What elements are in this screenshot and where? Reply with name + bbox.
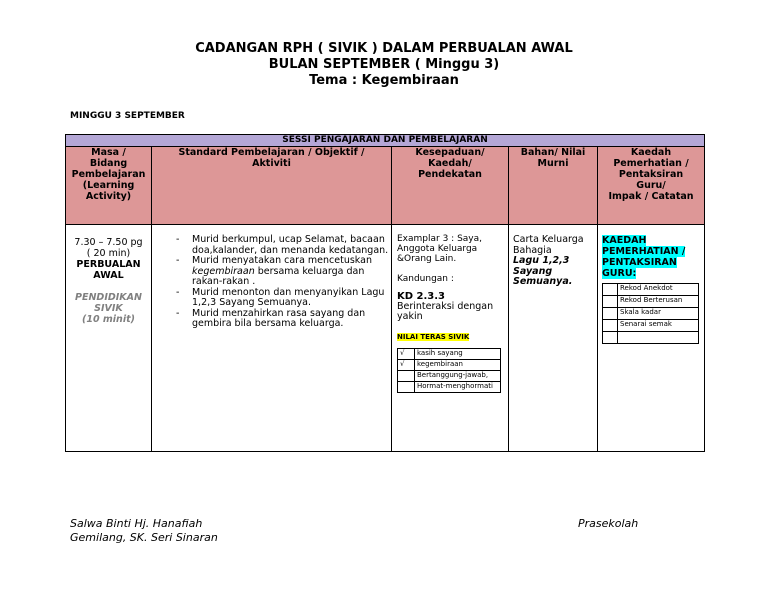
subject-line-3: (10 minit) (82, 314, 135, 325)
kaedah-label: Senarai semak (618, 320, 699, 332)
cell-kaedah (598, 225, 705, 452)
activity-item: - Murid menyatakan cara mencetuskan kegembiraan bersama keluarga dan rakan-rakan . (176, 256, 391, 288)
title-line-1: CADANGAN RPH ( SIVIK ) DALAM PERBUALAN AWAL (195, 41, 573, 56)
kaedah-row (603, 332, 699, 344)
check-mark-icon: √ (398, 349, 415, 360)
activity-line-2: AWAL (93, 270, 124, 281)
col-header-bahan: Bahan/ Nilai Murni (509, 147, 598, 225)
activity-line-1: PERBUALAN (76, 259, 141, 270)
kaedah-table (602, 283, 699, 344)
nilai-label: Bertanggung-jawab, (415, 371, 501, 382)
cell-kesepaduan (392, 225, 509, 452)
col-header-kaedah: Kaedah Pemerhatian / Pentaksiran Guru/ Impak / Catatan (598, 147, 705, 225)
kaedah-label: Rekod Berterusan (618, 296, 699, 308)
exemplar-text: Examplar 3 : Saya, Anggota Keluarga &Orang Lain. (397, 234, 482, 264)
kaedah-label: Skala kadar (618, 308, 699, 320)
duration: ( 20 min) (86, 248, 131, 259)
activity-item: - Murid menzahirkan rasa sayang dan gembira bila bersama keluarga. (176, 309, 391, 330)
col-header-standard: Standard Pembelajaran / Objektif / Aktiviti (152, 147, 392, 225)
lesson-plan-table (65, 134, 705, 452)
kaedah-title: KAEDAH PEMERHATIAN / PENTAKSIRAN GURU: (602, 235, 686, 279)
nilai-table (397, 348, 501, 393)
cell-bahan (509, 225, 598, 452)
nilai-label: Hormat-menghormati (415, 382, 501, 393)
nilai-row (398, 371, 501, 382)
nilai-label: kasih sayang (415, 349, 501, 360)
check-cell (398, 382, 415, 393)
kaedah-label: Rekod Anekdot (618, 284, 699, 296)
week-label: MINGGU 3 SEPTEMBER (70, 111, 185, 121)
nilai-row (398, 382, 501, 393)
kaedah-row (603, 320, 699, 332)
kaedah-row (603, 296, 699, 308)
footer-name: Salwa Binti Hj. Hanafiah (70, 517, 203, 530)
col-header-masa: Masa / Bidang Pembelajaran (Learning Activity) (66, 147, 152, 225)
kaedah-row (603, 284, 699, 296)
title-line-3: Tema : Kegembiraan (309, 73, 459, 88)
kaedah-row (603, 308, 699, 320)
kandungan-label: Kandungan : (397, 274, 454, 284)
bahan-item-1: Carta Keluarga Bahagia (513, 234, 584, 256)
section-title: SESSI PENGAJARAN DAN PEMBELAJARAN (66, 135, 705, 147)
col-header-kesepaduan: Kesepaduan/ Kaedah/ Pendekatan (392, 147, 509, 225)
kd-code: KD 2.3.3 (397, 291, 446, 302)
time: 7.30 – 7.50 pg (74, 237, 143, 248)
cell-masa (66, 225, 152, 452)
nilai-row (398, 360, 501, 371)
kd-description: Berinteraksi dengan yakin (397, 301, 494, 322)
footer-right: Prasekolah (578, 517, 639, 530)
kaedah-label (618, 332, 699, 344)
activity-item: - Murid berkumpul, ucap Selamat, bacaan doa,kalander, dan menanda kedatangan. (176, 235, 391, 256)
cell-activities (152, 225, 392, 452)
nilai-label: kegembiraan (415, 360, 501, 371)
bahan-item-2: Lagu 1,2,3 Sayang Semuanya. (513, 255, 573, 287)
nilai-title: NILAI TERAS SIVIK (397, 333, 470, 341)
check-cell (398, 371, 415, 382)
activity-item: - Murid menonton dan menyanyikan Lagu 1,2,3 Sayang Semuanya. (176, 288, 391, 309)
nilai-row (398, 349, 501, 360)
title-line-2: BULAN SEPTEMBER ( Minggu 3) (268, 57, 500, 72)
subject-line-2: SIVIK (94, 303, 123, 314)
subject-line-1: PENDIDIKAN (75, 292, 142, 303)
footer-school: Gemilang, SK. Seri Sinaran (70, 531, 218, 544)
check-mark-icon: √ (398, 360, 415, 371)
